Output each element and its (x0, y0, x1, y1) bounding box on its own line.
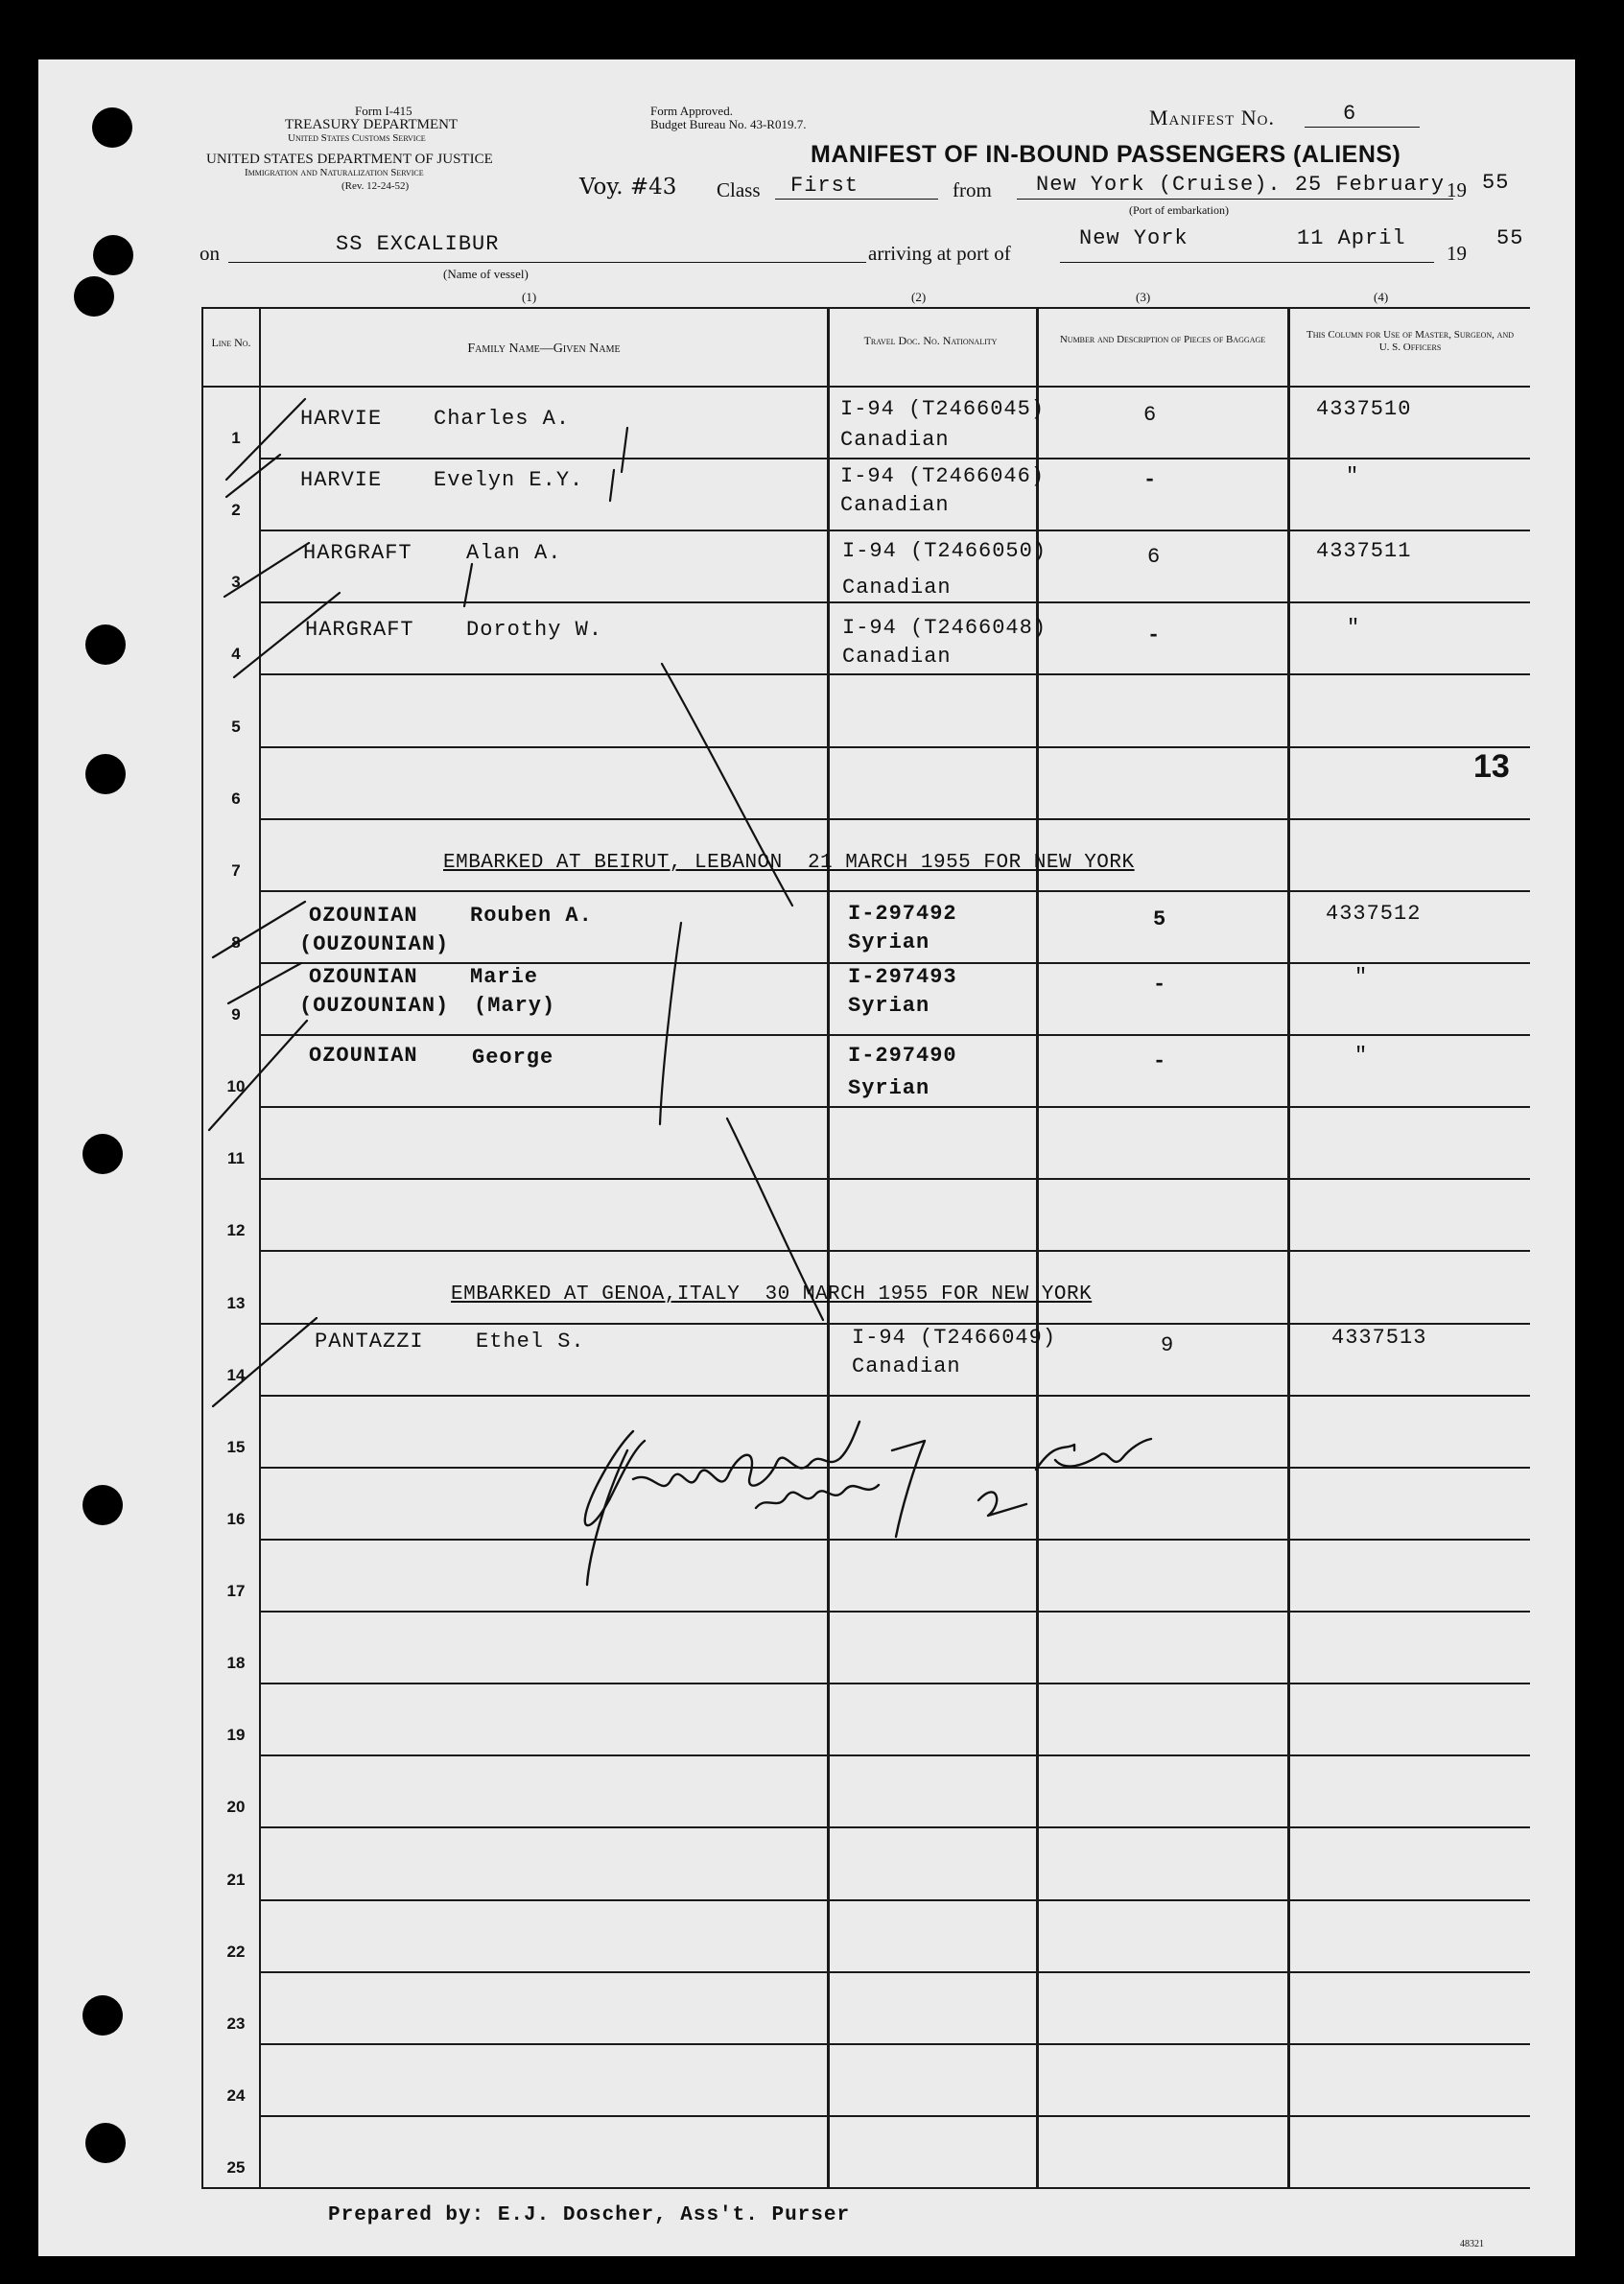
nationality: Canadian (842, 645, 952, 669)
line-number: 5 (231, 718, 241, 736)
arrival-year-suffix: 55 (1496, 226, 1524, 250)
officer-number: 4337511 (1316, 539, 1412, 563)
baggage-count: - (1153, 1049, 1167, 1073)
nationality: Canadian (840, 428, 950, 452)
given-name: Alan A. (466, 541, 562, 565)
given-name: Dorothy W. (466, 618, 603, 642)
line-number: 14 (226, 1366, 246, 1384)
given-name: Evelyn E.Y. (434, 468, 584, 492)
tick (464, 564, 472, 606)
alt-family-name: (OUZOUNIAN) (299, 994, 450, 1018)
family-name: OZOUNIAN (309, 965, 418, 989)
nationality: Canadian (852, 1354, 961, 1378)
check-mark (224, 543, 309, 597)
family-name: HARVIE (300, 407, 383, 431)
line-number: 3 (231, 573, 241, 591)
baggage-count: - (1147, 624, 1162, 648)
from-value: New York (Cruise). 25 February (1036, 173, 1446, 197)
ins-caption: Immigration and Naturalization Service (245, 167, 424, 178)
travel-doc: I-94 (T2466048) (842, 616, 1047, 640)
column-number: (3) (1136, 290, 1151, 304)
section-header-beirut: EMBARKED AT BEIRUT, LEBANON 21 MARCH 1955 FOR NEW YORK (443, 852, 1135, 874)
form-number: Form I-415 (355, 104, 412, 118)
alt-family-name: (OUZOUNIAN) (299, 932, 450, 956)
tick (622, 428, 627, 472)
baggage-count: - (1153, 973, 1167, 997)
line-number: 11 (227, 1149, 245, 1167)
line-number: 9 (231, 1005, 241, 1024)
signature-image (576, 1412, 1189, 1604)
baggage-count: - (1143, 468, 1158, 492)
nationality: Syrian (848, 930, 930, 954)
baggage-count: 9 (1161, 1333, 1175, 1357)
officer-number: " (1347, 616, 1361, 640)
check-mark (213, 1318, 317, 1406)
line-number: 7 (231, 861, 241, 880)
manifest-no-label: Manifest No. (1149, 106, 1275, 130)
vessel-name: SS EXCALIBUR (336, 232, 500, 256)
check-mark (226, 455, 280, 497)
class-label: Class (717, 178, 761, 201)
line-number: 4 (231, 645, 241, 663)
arrival-year-prefix: 19 (1447, 242, 1467, 265)
on-label: on (200, 242, 220, 265)
check-mark (226, 399, 305, 480)
travel-doc-header: Travel Doc. No. Nationality (863, 334, 998, 347)
tick (610, 470, 614, 501)
officer-number: 4337510 (1316, 397, 1412, 421)
nationality: Syrian (848, 994, 930, 1018)
line-number: 16 (226, 1510, 246, 1528)
travel-doc: I-94 (T2466050) (842, 539, 1047, 563)
line-number: 15 (226, 1438, 246, 1456)
manifest-no-value: 6 (1343, 102, 1357, 126)
department-of-justice: UNITED STATES DEPARTMENT OF JUSTICE (206, 152, 493, 167)
family-name: PANTAZZI (315, 1330, 424, 1354)
line-number: 17 (226, 1582, 246, 1600)
officer-number: " (1354, 1044, 1369, 1068)
vessel-caption: (Name of vessel) (443, 267, 529, 281)
given-name: Marie (470, 965, 539, 989)
revision-caption: (Rev. 12-24-52) (341, 180, 410, 192)
footer-code: 48321 (1460, 2239, 1484, 2249)
alt-given-name: (Mary) (474, 994, 556, 1018)
form-approved: Form Approved. (650, 104, 733, 118)
travel-doc: I-94 (T2466049) (852, 1326, 1057, 1350)
port-embarkation-caption: (Port of embarkation) (1129, 203, 1229, 217)
treasury-department: TREASURY DEPARTMENT (285, 117, 459, 132)
section-header-genoa: EMBARKED AT GENOA,ITALY 30 MARCH 1955 FOR NEW YORK (451, 1283, 1093, 1306)
baggage-count: 5 (1153, 907, 1167, 931)
travel-doc: I-94 (T2466045) (840, 397, 1046, 421)
long-stroke (662, 664, 792, 906)
manifest-title: MANIFEST OF IN-BOUND PASSENGERS (ALIENS) (811, 141, 1401, 168)
baggage-header: Number and Description of Pieces of Baggage (1059, 334, 1266, 345)
class-value: First (790, 174, 859, 198)
line-number: 21 (226, 1871, 246, 1889)
line-number: 20 (226, 1798, 246, 1816)
from-label: from (953, 178, 992, 201)
travel-doc: I-297492 (848, 902, 957, 926)
from-year-suffix: 55 (1482, 171, 1510, 195)
officer-number: " (1346, 464, 1360, 488)
baggage-count: 6 (1147, 545, 1162, 569)
column-number: (4) (1374, 290, 1389, 304)
line-number: 25 (226, 2158, 246, 2177)
check-mark (234, 593, 340, 677)
nationality: Syrian (848, 1076, 930, 1100)
long-stroke (727, 1118, 823, 1320)
arrival-date: 11 April (1297, 226, 1406, 250)
family-name: OZOUNIAN (309, 1044, 418, 1068)
given-name: George (472, 1046, 554, 1070)
line-number: 24 (226, 2086, 246, 2105)
travel-doc: I-297490 (848, 1044, 957, 1068)
name-header: Family Name—Given Name (467, 341, 621, 356)
given-name: Charles A. (434, 407, 571, 431)
long-stroke (660, 923, 681, 1124)
family-name: HARGRAFT (305, 618, 414, 642)
line-number: 8 (231, 933, 241, 952)
line-number: 1 (231, 429, 241, 447)
line-number: 10 (226, 1077, 246, 1095)
line-number: 6 (231, 789, 241, 808)
budget-bureau: Budget Bureau No. 43-R019.7. (650, 117, 807, 131)
travel-doc: I-94 (T2466046) (840, 464, 1046, 488)
baggage-count: 6 (1143, 403, 1158, 427)
line-number: 13 (226, 1294, 246, 1312)
family-name: OZOUNIAN (309, 904, 418, 928)
given-name: Rouben A. (470, 904, 593, 928)
officers-header: This Column for Use of Master, Surgeon, and U. S. Officers (1306, 329, 1514, 353)
voyage-number: Voy. #43 (579, 175, 677, 200)
line-no-header: Line No. (211, 336, 251, 349)
line-number: 2 (231, 501, 241, 519)
officer-number: 4337513 (1331, 1326, 1427, 1350)
stamp-number: 13 (1473, 748, 1510, 785)
given-name: Ethel S. (476, 1330, 585, 1354)
officer-number: " (1354, 965, 1369, 989)
check-mark (209, 1021, 307, 1130)
line-number: 19 (226, 1726, 246, 1744)
line-number: 23 (226, 2014, 246, 2033)
nationality: Canadian (840, 493, 950, 517)
family-name: HARGRAFT (303, 541, 412, 565)
column-number: (1) (522, 290, 537, 304)
family-name: HARVIE (300, 468, 383, 492)
check-mark (228, 963, 301, 1003)
line-number: 12 (226, 1221, 246, 1239)
line-number: 18 (226, 1654, 246, 1672)
travel-doc: I-297493 (848, 965, 957, 989)
officer-number: 4337512 (1326, 902, 1422, 926)
from-year-prefix: 19 (1447, 178, 1467, 201)
prepared-by: Prepared by: E.J. Doscher, Ass't. Purser (328, 2204, 851, 2226)
customs-service: United States Customs Service (288, 132, 426, 144)
column-number: (2) (911, 290, 927, 304)
line-number: 22 (226, 1943, 246, 1961)
arriving-label: arriving at port of (868, 242, 1011, 265)
nationality: Canadian (842, 576, 952, 600)
check-mark (213, 902, 305, 957)
arrival-port: New York (1079, 226, 1189, 250)
